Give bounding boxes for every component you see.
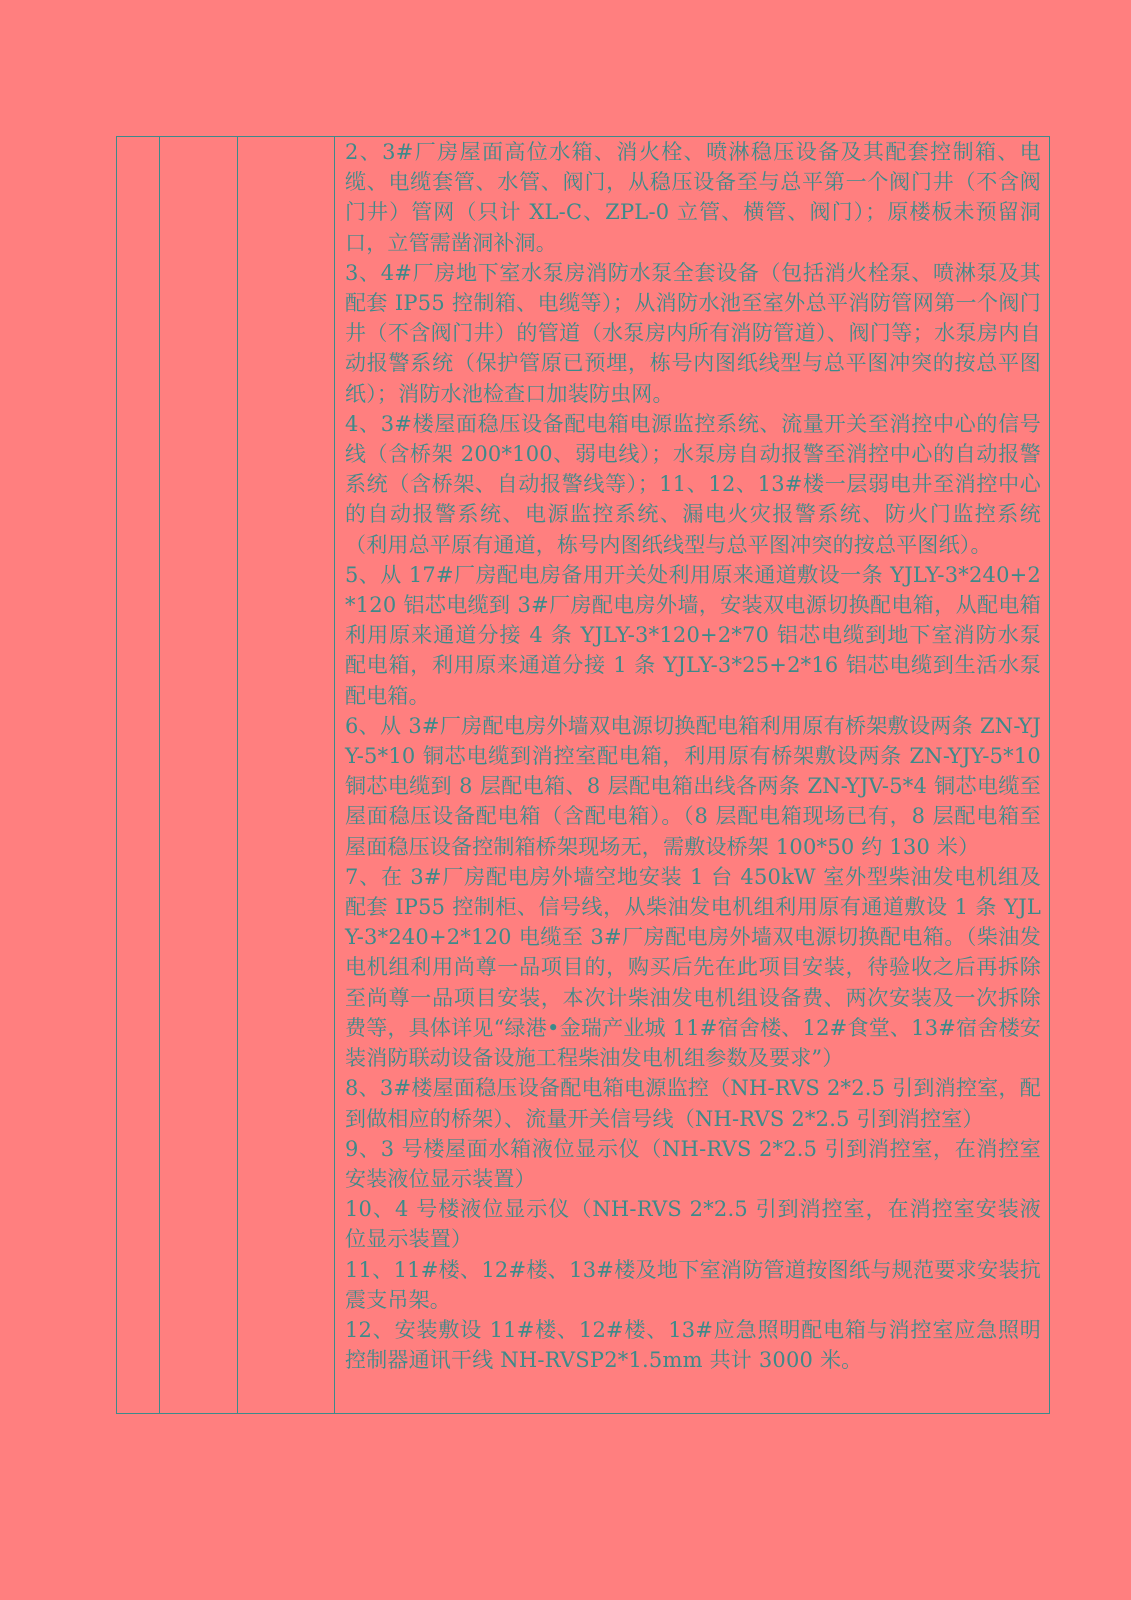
empty-cell-3 (238, 137, 335, 1414)
list-item-11: 11、11#楼、12#楼、13#楼及地下室消防管道按图纸与规范要求安装抗震支吊架。 (345, 1257, 1041, 1312)
list-item-10: 10、4 号楼液位显示仪（NH-RVS 2*2.5 引到消控室，在消控室安装液位显示装置） (345, 1197, 1041, 1252)
scope-table (116, 136, 1050, 1414)
content-cell (335, 137, 1050, 1414)
list-item-7: 7、在 3#厂房配电房外墙空地安装 1 台 450kW 室外型柴油发电机组及配套 IP55 控制柜、信号线，从柴油发电机组利用原有通道敷设 1 条 YJLY-3*240+2*120 电缆至 3#厂房配电房外墙双电源切换配电箱。（柴油发电机组利用尚尊一品项目的，购买后先在此项目安装，待验收之后再拆除至尚尊一品项目安装，本次计柴油发电机组设备费、两次安装及一次拆除费等，具体详见“绿港•金瑞产业城 11#宿舍楼、12#食堂、13#宿舍楼安装消防联动设备设施工程柴油发电机组参数及要求”） (345, 864, 1041, 1071)
list-item-12: 12、安装敷设 11#楼、12#楼、13#应急照明配电箱与消控室应急照明控制器通讯干线 NH-RVSP2*1.5mm 共计 3000 米。 (345, 1317, 1041, 1373)
list-item-3: 3、4#厂房地下室水泵房消防水泵全套设备（包括消火栓泵、喷淋泵及其配套 IP55 控制箱、电缆等）；从消防水池至室外总平消防管网第一个阀门井（不含阀门井）的管道（水泵房内所有消防管道）、阀门等；水泵房内自动报警系统（保护管原已预埋，栋号内图纸线型与总平图冲突的按总平图纸）；消防水池检查口加装防虫网。 (345, 260, 1041, 406)
list-item-5: 5、从 17#厂房配电房备用开关处利用原来通道敷设一条 YJLY-3*240+2*120 铝芯电缆到 3#厂房配电房外墙，安装双电源切换配电箱，从配电箱利用原来通道分接 4 条 YJLY-3*120+2*70 铝芯电缆到地下室消防水泵配电箱，利用原来通道分接 1 条 YJLY-3*25+2*16 铝芯电缆到生活水泵配电箱。 (345, 562, 1041, 708)
list-item-9: 9、3 号楼屋面水箱液位显示仪（NH-RVS 2*2.5 引到消控室，在消控室安装液位显示装置） (345, 1136, 1041, 1191)
list-item-2: 2、3#厂房屋面高位水箱、消火栓、喷淋稳压设备及其配套控制箱、电缆、电缆套管、水管、阀门，从稳压设备至与总平第一个阀门井（不含阀门井）管网（只计 XL-C、ZPL-0 立管、横管、阀门）；原楼板未预留洞口，立管需凿洞补洞。 (345, 140, 1041, 255)
list-item-4: 4、3#楼屋面稳压设备配电箱电源监控系统、流量开关至消控中心的信号线（含桥架 200*100、弱电线）；水泵房自动报警至消控中心的自动报警系统（含桥架、自动报警线等）；11、12、13#楼一层弱电井至消控中心的自动报警系统、电源监控系统、漏电火灾报警系统、防火门监控系统（利用总平原有通道，栋号内图纸线型与总平图冲突的按总平图纸）。 (345, 411, 1041, 557)
list-item-8: 8、3#楼屋面稳压设备配电箱电源监控（NH-RVS 2*2.5 引到消控室，配到做相应的桥架）、流量开关信号线（NH-RVS 2*2.5 引到消控室） (345, 1076, 1041, 1131)
table-row (117, 137, 1050, 1414)
empty-cell-1 (117, 137, 160, 1414)
list-item-6: 6、从 3#厂房配电房外墙双电源切换配电箱利用原有桥架敷设两条 ZN-YJY-5*10 铜芯电缆到消控室配电箱，利用原有桥架敷设两条 ZN-YJY-5*10 铜芯电缆到 8 层配电箱、8 层配电箱出线各两条 ZN-YJV-5*4 铜芯电缆至屋面稳压设备配电箱（含配电箱）。（8 层配电箱现场已有，8 层配电箱至屋面稳压设备控制箱桥架现场无，需敷设桥架 100*50 约 130 米） (345, 713, 1041, 859)
empty-cell-2 (160, 137, 238, 1414)
